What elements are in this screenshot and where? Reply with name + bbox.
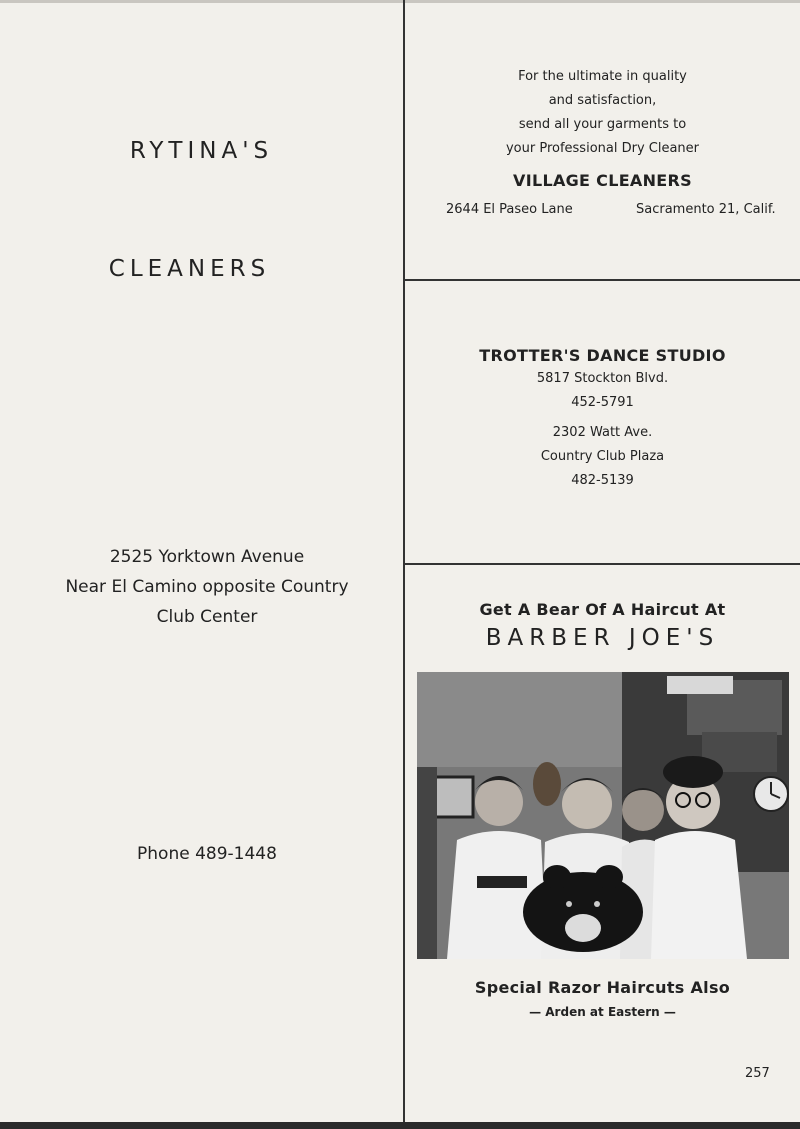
village-cleaners-name: VILLAGE CLEANERS [513,171,692,190]
village-city: Sacramento 21, Calif. [636,202,776,217]
trotters-dance-studio-ad [405,346,800,493]
barber-name: BARBER JOE'S [485,625,720,651]
barber-photo [417,672,789,959]
trotters-name: TROTTER'S DANCE STUDIO [479,346,726,365]
village-street: 2644 El Paseo Lane [446,202,573,217]
rytinas-address [0,542,414,632]
trotters-address: 5817 Stockton Blvd. [536,371,669,386]
tagline-line: and satisfaction, [548,93,657,108]
ad-divider-2 [405,563,800,565]
rytinas-title: RYTINA'S [129,138,274,164]
barber-footer [405,978,800,1019]
trotters-phone: 482-5139 [571,473,634,488]
address-line: Club Center [156,607,258,627]
page-bottom-edge [0,1122,800,1129]
barbers-with-bear-photo [417,672,789,959]
barber-joes-ad [405,600,800,651]
trotters-phone: 452-5791 [571,395,634,410]
tagline-line: your Professional Dry Cleaner [505,141,700,156]
barber-location: — Arden at Eastern — [529,1005,676,1019]
trotters-address: 2302 Watt Ave. [552,425,653,440]
tagline-line: send all your garments to [518,117,687,132]
cleaners-title: CLEANERS [108,256,271,282]
address-line: Near El Camino opposite Country [65,577,349,597]
address-line: 2525 Yorktown Avenue [109,547,305,567]
ad-divider-1 [405,279,800,281]
page-number: 257 [745,1066,770,1081]
rytinas-phone: Phone 489-1448 [137,844,277,864]
tagline-line: For the ultimate in quality [518,69,687,84]
trotters-address: Country Club Plaza [540,449,665,464]
barber-headline: Get A Bear Of A Haircut At [479,600,726,619]
barber-tagline: Special Razor Haircuts Also [474,978,731,997]
village-cleaners-ad [405,65,800,190]
